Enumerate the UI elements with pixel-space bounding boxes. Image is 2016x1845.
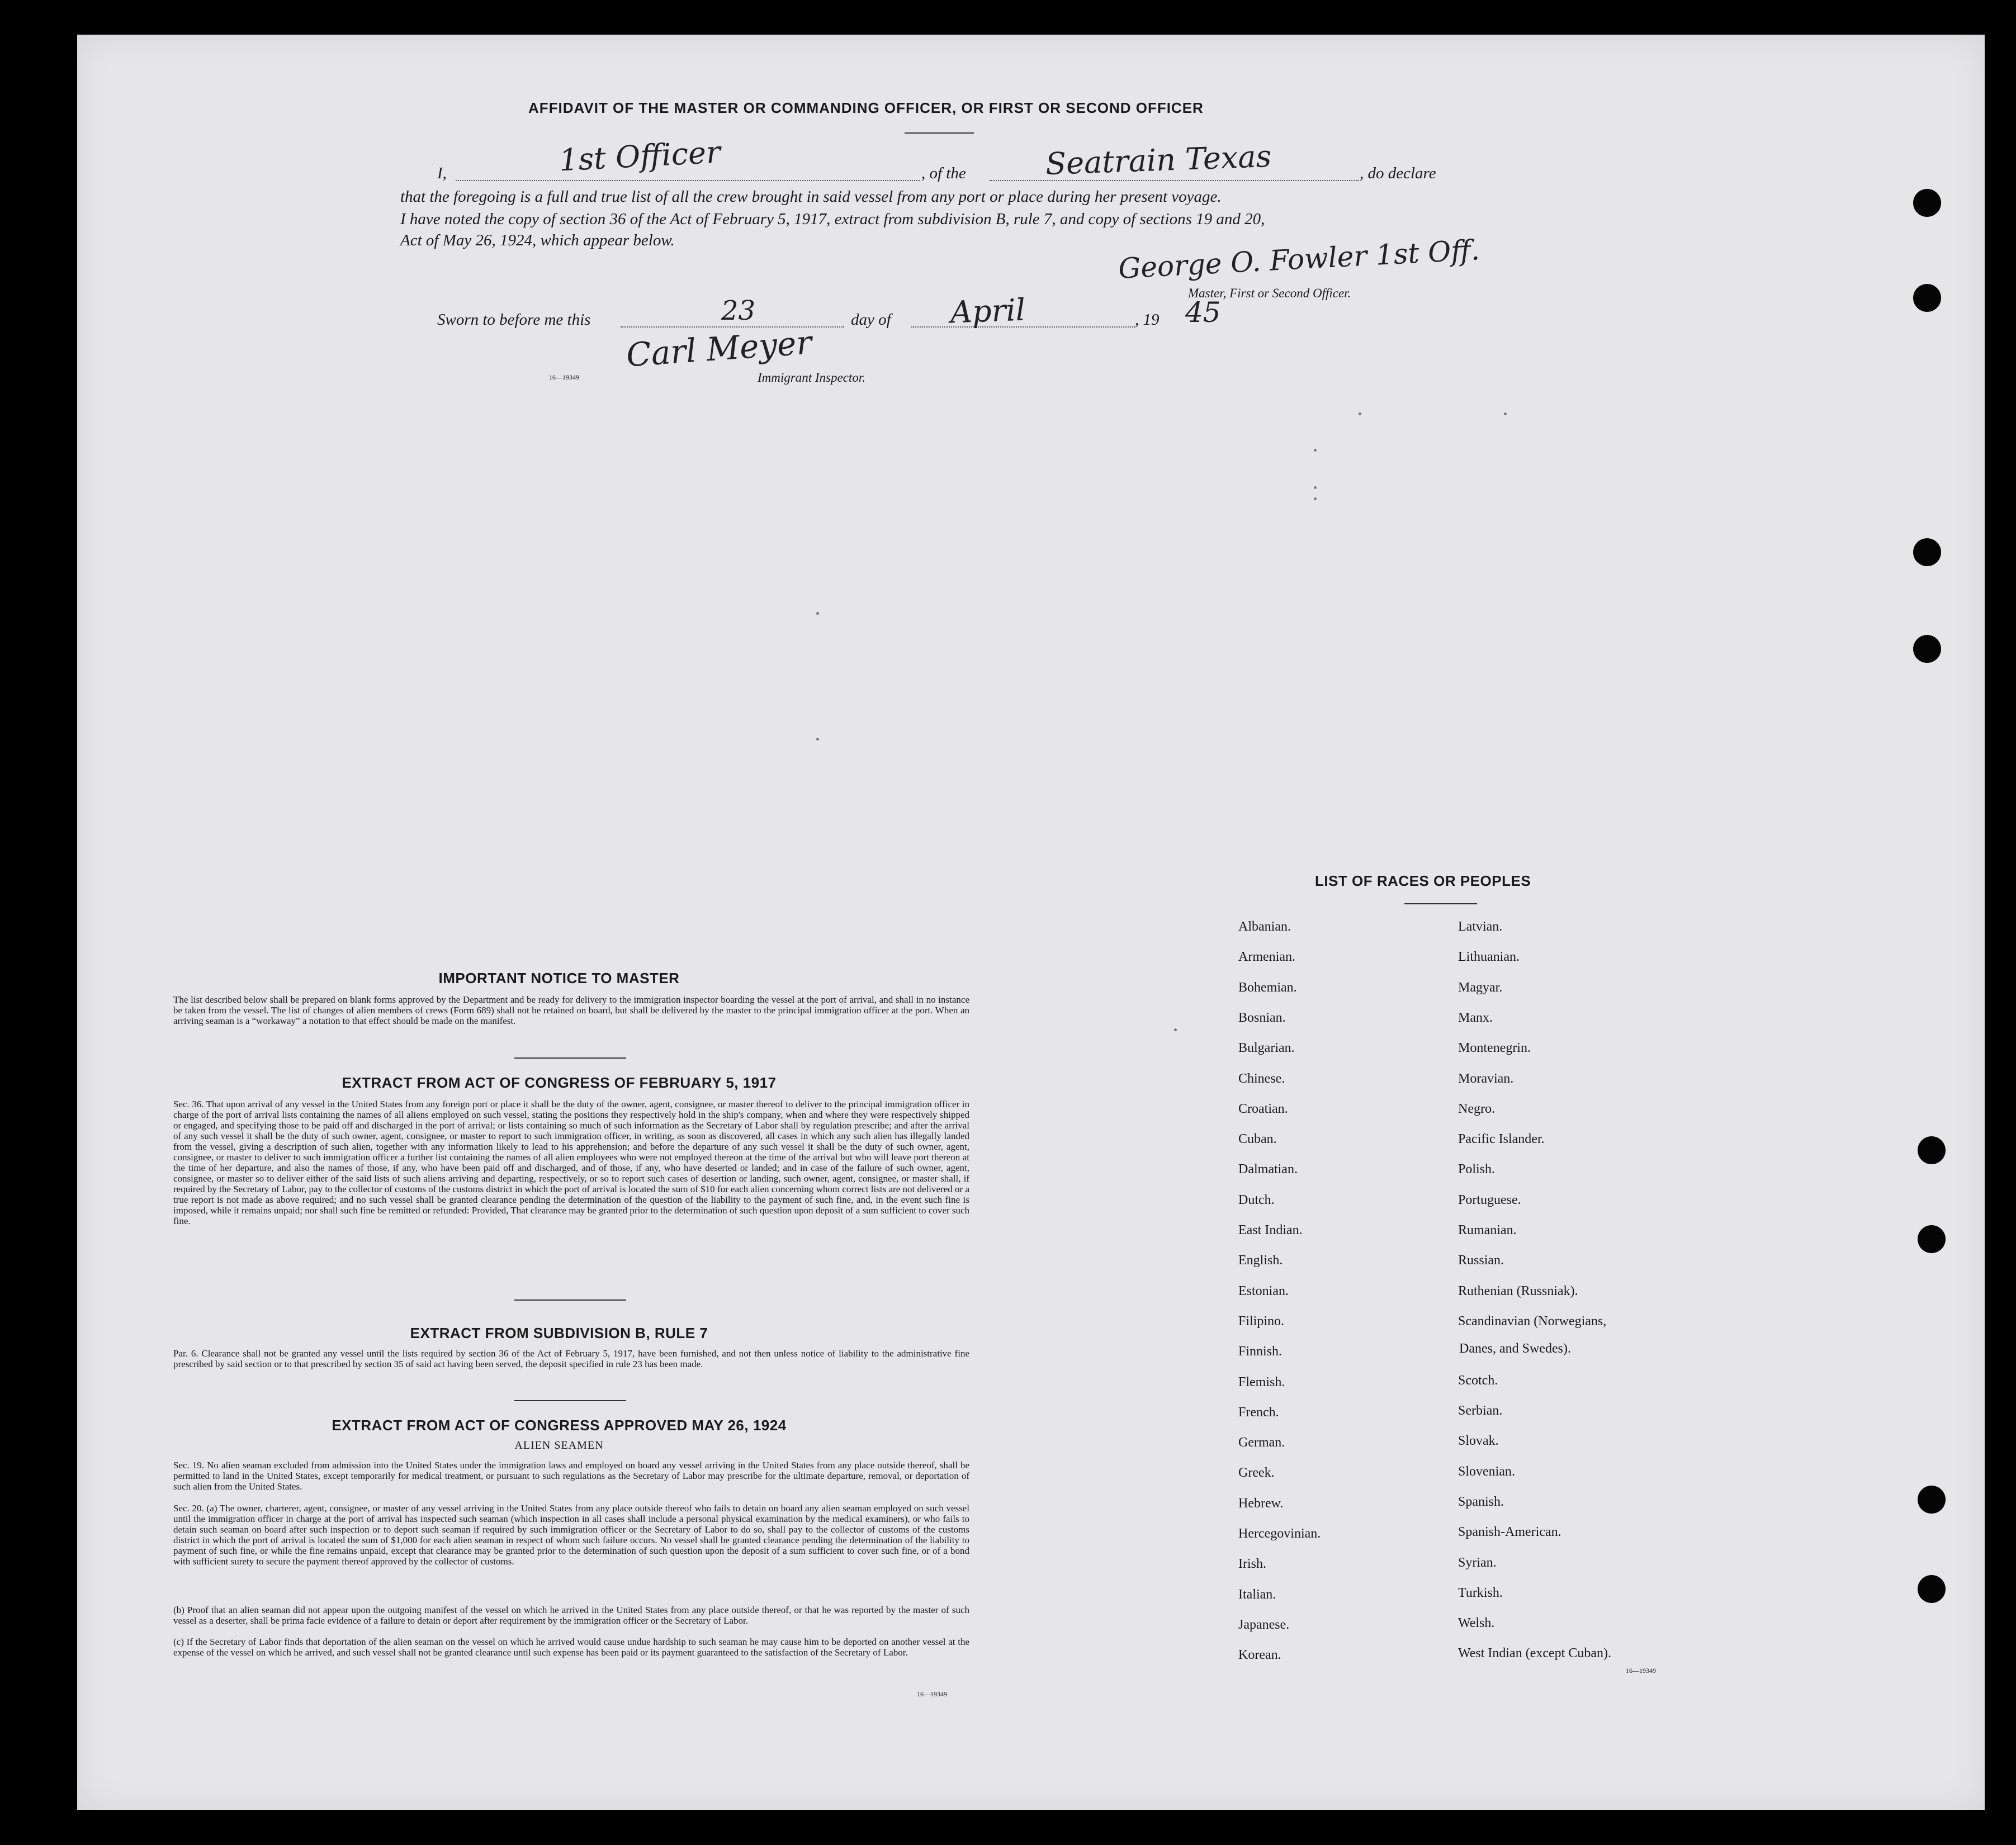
race-item: Armenian. xyxy=(1238,950,1295,965)
race-item: Scotch. xyxy=(1458,1373,1498,1388)
day-line xyxy=(621,326,844,328)
race-item: Turkish. xyxy=(1458,1585,1503,1600)
binder-hole xyxy=(1918,1225,1946,1253)
officer-line xyxy=(456,180,920,181)
speck xyxy=(1359,412,1361,415)
race-item: Ruthenian (Russniak). xyxy=(1458,1283,1578,1298)
race-item: Spanish-American. xyxy=(1458,1525,1561,1540)
sec20a-text: Sec. 20. (a) The owner, charterer, agent, consignee, or master of any vessel arriving in the United States from any place outside thereof who fails to detain on board any alien seaman employed on such vessel until the immigration officer in charge at the port of arrival has inspected such seaman (which inspection in all cases shall include a personal physical examination by the medical examiners), or who fails to detain such seaman on board after such inspection or to deport such seaman if required by such immigration officer or the Secretary of Labor to do so, shall pay to the collector of customs of the customs district in which the port of arrival is located the sum of $1,000 for each alien seaman in respect of whom such failure occurs. No vessel shall be granted clearance pending the determination of the liability to payment of such fine, or while the fine remains unpaid, except that clearance may be granted prior to the determination of such question upon the deposit of a sum sufficient to cover such fine, or of a bond with sufficient surety to secure the payment thereof approved by the collector of customs. xyxy=(173,1503,969,1567)
race-item: Latvian. xyxy=(1458,919,1503,934)
race-item: Irish. xyxy=(1238,1557,1266,1572)
binder-hole xyxy=(1913,189,1941,217)
vessel-handwritten: Seatrain Texas xyxy=(1045,138,1272,182)
race-item: Slovak. xyxy=(1458,1434,1499,1449)
race-item: Albanian. xyxy=(1238,919,1291,934)
race-item: Negro. xyxy=(1458,1101,1495,1116)
divider xyxy=(514,1057,626,1059)
race-item: Chinese. xyxy=(1238,1071,1285,1086)
binder-hole xyxy=(1918,1486,1946,1514)
affidavit-body-line2: I have noted the copy of section 36 of the Act of February 5, 1917, extract from subdivision B, rule 7, and copy of sections 19 and 20, xyxy=(400,210,1265,228)
race-item: Hercegovinian. xyxy=(1238,1526,1321,1541)
extract-1917-text: Sec. 36. That upon arrival of any vessel in the United States from any foreign port or place it shall be the duty of the owner, agent, consignee, or master thereof to deliver to the principal immigration officer in charge of the port of arrival lists containing the names of all aliens employed on such vessel, stating the positions they respectively hold in the ship's company, when and where they were respectively shipped or engaged, and specifying those to be paid off and discharged in the port of arrival; or lists containing so much of such information as the Secretary of Labor shall by regulation prescribe; and after the arrival of any such vessel it shall be the duty of such owner, agent, consignee, or master to report to such immigration officer, in writing, as soon as discovered, all cases in which any such alien has illegally landed from the vessel, giving a description of such alien, together with any information likely to lead to his apprehension; and before the departure of any such vessel it shall be the duty of such owner, agent, consignee, or master to deliver to such immigration officer a further list containing the names of all alien employees who were not employed thereon at the time of the arrival but who will leave port thereon at the time of her departure, and also the names of those, if any, who have been paid off and discharged, and of those, if any, who have deserted or landed; and in case of the failure of such owner, agent, consignee, or master so to deliver either of the said lists of such aliens arriving and departing, respectively, or so to report such cases of desertion or landing, such owner, agent, consignee, or master shall, if required by the Secretary of Labor, pay to the collector of customs of the customs district in which the port of arrival is located the sum of $10 for each alien concerning whom correct lists are not delivered or a true report is not made as above required; and no such vessel shall be granted clearance pending the determination of the question of the liability to the payment of such fine, and, in the event such fine is imposed, while it remains unpaid; nor shall such fine be remitted or refunded: Provided, That clearance may be granted prior to the determination of such question upon deposit of a sum sufficient to cover such fine. xyxy=(173,1099,969,1226)
divider xyxy=(1404,903,1477,904)
master-signature: George O. Fowler 1st Off. xyxy=(1117,234,1480,285)
extract-1917-heading: EXTRACT FROM ACT OF CONGRESS OF FEBRUARY 5, 1917 xyxy=(342,1074,777,1091)
speck xyxy=(1314,486,1317,489)
vessel-line xyxy=(990,180,1359,181)
speck xyxy=(816,612,819,615)
race-item: Rumanian. xyxy=(1458,1223,1517,1237)
race-item: Japanese. xyxy=(1238,1617,1290,1632)
divider xyxy=(514,1299,626,1301)
race-item: Dalmatian. xyxy=(1238,1162,1298,1177)
rule7-text: Par. 6. Clearance shall not be granted any vessel until the lists required by section 36 of the Act of February 5, 1917, have been furnished, and not then unless notice of liability to the administrative fine prescribed by said section or to that prescribed by section 35 of said act having been served, the deposit specified in rule 23 has been made. xyxy=(173,1348,969,1369)
race-item: Russian. xyxy=(1458,1253,1504,1268)
race-item: Spanish. xyxy=(1458,1494,1504,1509)
race-item: German. xyxy=(1238,1435,1285,1450)
race-item: Flemish. xyxy=(1238,1374,1285,1389)
race-item: Scandinavian (Norwegians, xyxy=(1458,1313,1607,1329)
race-item: Polish. xyxy=(1458,1162,1496,1177)
rule7-heading: EXTRACT FROM SUBDIVISION B, RULE 7 xyxy=(410,1325,708,1341)
races-heading: LIST OF RACES OR PEOPLES xyxy=(1315,872,1531,889)
race-item: Bulgarian. xyxy=(1238,1041,1295,1056)
notice-heading: IMPORTANT NOTICE TO MASTER xyxy=(438,970,680,986)
race-item: Italian. xyxy=(1238,1587,1276,1602)
i-label: I, xyxy=(437,164,447,182)
inspector-signature: Carl Meyer xyxy=(625,323,813,374)
race-item: Korean. xyxy=(1238,1648,1281,1663)
binder-hole xyxy=(1918,1136,1946,1164)
race-item: English. xyxy=(1238,1253,1283,1268)
sec20c-text: (c) If the Secretary of Labor finds that deportation of the alien seaman on the vessel on which he arrived would cause undue hardship to such seaman he may cause him to be deported on another vessel at the expense of the vessel on which he arrived, and such vessel shall not be granted clearance until such expense has been paid or its payment guaranteed to the satisfaction of the Secretary of Labor. xyxy=(173,1637,969,1658)
officer-handwritten: 1st Officer xyxy=(558,134,722,178)
form-number: 16—19349 xyxy=(549,373,579,381)
affidavit-body-line1: that the foregoing is a full and true list of all the crew brought in said vessel from any port or place during her present voyage. xyxy=(400,188,1222,206)
binder-hole xyxy=(1918,1575,1946,1603)
of-the-label: , of the xyxy=(921,164,966,182)
signature-caption: Master, First or Second Officer. xyxy=(1188,286,1351,300)
race-item: West Indian (except Cuban). xyxy=(1458,1646,1611,1661)
form-number: 16—19349 xyxy=(917,1690,947,1698)
race-item: Estonian. xyxy=(1238,1283,1289,1298)
race-item: French. xyxy=(1238,1405,1279,1420)
race-item: Serbian. xyxy=(1458,1403,1503,1419)
speck xyxy=(1314,449,1317,452)
alien-seamen-subheading: ALIEN SEAMEN xyxy=(514,1439,604,1452)
race-item: Filipino. xyxy=(1238,1313,1285,1329)
binder-hole xyxy=(1913,635,1941,663)
sworn-label: Sworn to before me this xyxy=(437,311,591,329)
race-item: Pacific Islander. xyxy=(1458,1132,1545,1147)
do-declare-label: , do declare xyxy=(1360,164,1436,182)
race-item: Portuguese. xyxy=(1458,1192,1521,1207)
race-item: Manx. xyxy=(1458,1010,1493,1025)
speck xyxy=(1314,497,1317,500)
race-item: Lithuanian. xyxy=(1458,950,1520,965)
race-item: Dutch. xyxy=(1238,1192,1275,1207)
race-item: Syrian. xyxy=(1458,1555,1497,1570)
year-handwritten: 45 xyxy=(1185,296,1221,329)
race-item: Welsh. xyxy=(1458,1616,1495,1631)
race-item: Croatian. xyxy=(1238,1101,1288,1116)
race-item: Greek. xyxy=(1238,1465,1275,1481)
race-item: Finnish. xyxy=(1238,1344,1283,1359)
race-item: Montenegrin. xyxy=(1458,1041,1531,1056)
race-scandinavian-cont: Danes, and Swedes). xyxy=(1459,1341,1571,1356)
speck xyxy=(816,738,819,741)
inspector-caption: Immigrant Inspector. xyxy=(758,371,865,385)
race-item: Slovenian. xyxy=(1458,1464,1515,1479)
day-handwritten: 23 xyxy=(721,295,756,326)
speck xyxy=(1174,1028,1177,1031)
divider xyxy=(905,132,974,134)
race-item: Hebrew. xyxy=(1238,1496,1284,1511)
race-item: Bosnian. xyxy=(1238,1010,1286,1025)
binder-hole xyxy=(1913,284,1941,312)
race-item: Cuban. xyxy=(1238,1132,1277,1147)
sec20b-text: (b) Proof that an alien seaman did not appear upon the outgoing manifest of the vessel on which he arrived in the United States from any place outside thereof, or that he was reported by the master of such vessel as a deserter, shall be prima facie evidence of a failure to detain or deport after requirement by the immigration officer or the Secretary of Labor. xyxy=(173,1605,969,1626)
month-handwritten: April xyxy=(949,292,1026,330)
affidavit-body-line3: Act of May 26, 1924, which appear below. xyxy=(400,231,675,249)
notice-text: The list described below shall be prepared on blank forms approved by the Department and be ready for delivery to the immigration inspector boarding the vessel at the port of arrival, and shall in no instance be taken from the vessel. The list of changes of alien members of crews (Form 689) shall not be retained on board, but shall be delivered by the master to the principal immigration officer at the port. When an arriving seaman is a “workaway” a notation to that effect should be made on the manifest. xyxy=(173,994,969,1026)
race-item: Magyar. xyxy=(1458,980,1503,995)
divider xyxy=(514,1400,626,1401)
binder-hole xyxy=(1913,538,1941,566)
affidavit-title: AFFIDAVIT OF THE MASTER OR COMMANDING OFFICER, OR FIRST OR SECOND OFFICER xyxy=(528,99,1204,116)
year-prefix: , 19 xyxy=(1135,311,1160,329)
race-item: Moravian. xyxy=(1458,1071,1514,1086)
race-item: Bohemian. xyxy=(1238,980,1297,995)
form-number: 16—19349 xyxy=(1626,1667,1656,1675)
speck xyxy=(1504,412,1507,415)
sec19-text: Sec. 19. No alien seaman excluded from admission into the United States under the immigration laws and employed on board any vessel arriving in the United States from any place outside thereof, shall be permitted to land in the United States, except temporarily for medical treatment, or pursuant to such regulations as the Secretary of Labor may prescribe for the ultimate departure, removal, or deportation of such alien from the United States. xyxy=(173,1460,969,1492)
race-item: East Indian. xyxy=(1238,1223,1303,1237)
day-of-label: day of xyxy=(851,311,891,329)
extract-1924-heading: EXTRACT FROM ACT OF CONGRESS APPROVED MAY 26, 1924 xyxy=(332,1417,787,1434)
